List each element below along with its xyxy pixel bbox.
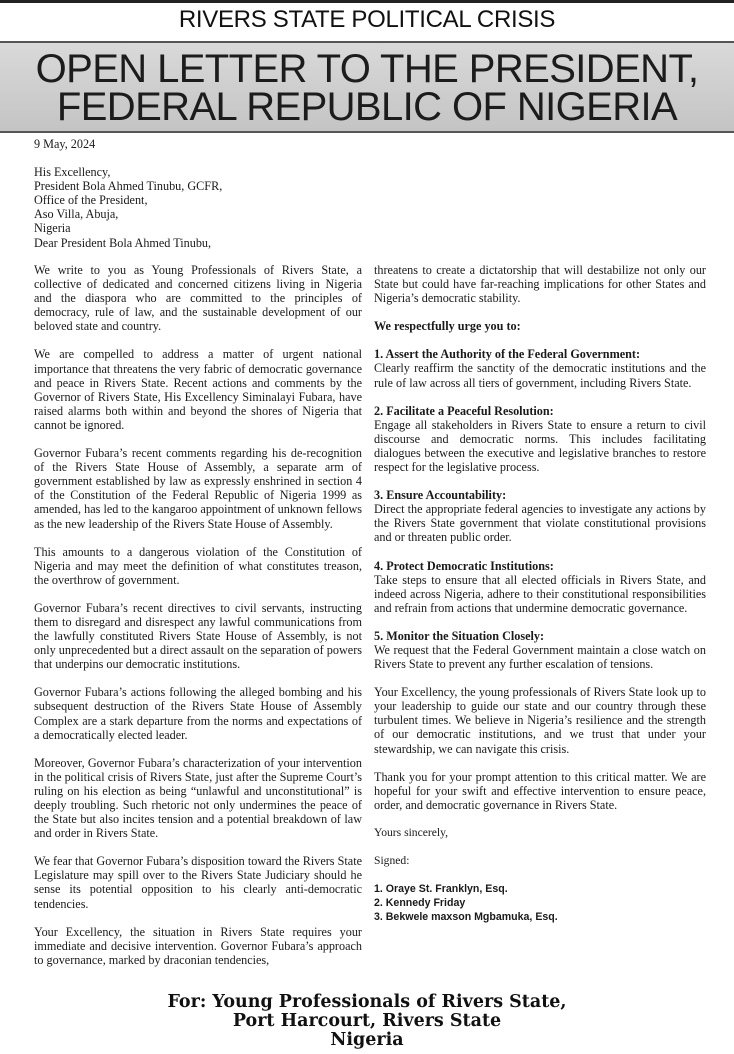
signatory-list xyxy=(374,882,706,924)
signatory: 2. Kennedy Friday xyxy=(374,897,466,910)
signed-label: Signed: xyxy=(374,854,410,867)
request-point-title: 4. Protect Democratic Institutions: xyxy=(374,558,554,573)
paragraph: Moreover, Governor Fubara’s characterization of your intervention in the political crisis of Rivers State, just after the Supreme Court’s ruling on his election as being “unlawful and unconstitutional” is deeply troubling. Such rhetoric not only undermines the peace of the State but also incites tension and a potential breakdown of law and order in Rivers State. xyxy=(34,755,362,841)
paragraph: We write to you as Young Professionals of Rivers State, a collective of dedicated and concerned citizens living in Nigeria and the diaspora who are committed to the principles of democracy, rule of law, and the sustainable development of our beloved state and country. xyxy=(34,263,362,334)
paragraph: Governor Fubara’s recent directives to civil servants, instructing them to disregard and disrespect any lawful communications from the lawfully constituted Rivers State House of Assembly, is not only unprecedented but a direct assault on the separation of powers that underpins our democratic institutions. xyxy=(34,600,362,672)
address-line: Nigeria xyxy=(34,221,71,236)
request-point xyxy=(374,404,706,474)
footer-line: Port Harcourt, Rivers State xyxy=(232,1011,502,1031)
request-point xyxy=(374,347,706,389)
signatory: 3. Bekwele maxson Mgbamuka, Esq. xyxy=(374,911,558,924)
title-banner xyxy=(0,41,734,133)
paragraph: threatens to create a dictatorship that will destabilize not only our State but could have far-reaching implications for other States and Nigeria’s democratic stability. xyxy=(374,263,706,306)
paragraph: We fear that Governor Fubara’s disposition toward the Rivers State Legislature may spill over to the Rivers State Judiciary should he sense its potential opposition to his clearly anti-democratic tendencies. xyxy=(34,854,362,911)
address-line: Aso Villa, Abuja, xyxy=(34,207,119,222)
request-point xyxy=(374,629,706,671)
paragraph: Governor Fubara’s actions following the alleged bombing and his subsequent destruction of the Rivers State House of Assembly Complex are a stark departure from the norms and expectations of a democratically elected leader. xyxy=(34,685,362,742)
top-rule xyxy=(0,0,734,3)
address-line: His Excellency, xyxy=(34,165,111,179)
request-point-body: Take steps to ensure that all elected officials in Rivers State, and indeed across Nigeria, adhere to their constitutional responsibilities and refrain from actions that undermine democratic governance. xyxy=(374,572,706,615)
request-point xyxy=(374,488,706,544)
request-point-title: 1. Assert the Authority of the Federal Government: xyxy=(374,347,641,362)
paragraph: Governor Fubara’s recent comments regarding his de-recognition of the Rivers State House of Assembly, a separate arm of government established by law as expressly enshrined in section 4 of the Constitution of the Federal Republic of Nigeria 1999 as amended, has led to the kangaroo appointment of unknown fellows as the new leadership of the Rivers State House of Assembly. xyxy=(34,446,362,531)
address-line: President Bola Ahmed Tinubu, GCFR, xyxy=(34,179,223,194)
paragraph: Thank you for your prompt attention to this critical matter. We are hopeful for your swift and effective intervention to ensure peace, order, and democratic governance in Rivers State. xyxy=(374,769,706,812)
request-point-body: Direct the appropriate federal agencies to investigate any actions by the Rivers State government that violate constitutional provisions and or threaten public order. xyxy=(374,502,706,545)
footer-line: For: Young Professionals of Rivers State, xyxy=(167,992,567,1012)
paragraph: This amounts to a dangerous violation of the Constitution of Nigeria and may meet the definition of what constitutes treason, the overthrow of government. xyxy=(34,544,362,587)
paragraph: Your Excellency, the young professionals of Rivers State look up to your leadership to guide our state and our country through these turbulent times. We believe in Nigeria’s resilience and the strength of our democratic institutions, and we trust that under your stewardship, we can navigate this crisis. xyxy=(374,685,706,756)
request-point xyxy=(374,559,706,615)
paragraph: We are compelled to address a matter of urgent national importance that threatens the very fabric of democratic governance and peace in Rivers State. Recent actions and comments by the Governor of Rivers State, His Excellency Siminalayi Fubara, have raised alarms both within and beyond the shores of Nigeria that cannot be ignored. xyxy=(34,347,362,432)
letter-date: 9 May, 2024 xyxy=(34,137,96,151)
supertitle: RIVERS STATE POLITICAL CRISIS xyxy=(178,6,556,33)
salutation: Dear President Bola Ahmed Tinubu, xyxy=(34,236,212,250)
request-point-body: We request that the Federal Government maintain a close watch on Rivers State to prevent any further escalation of tensions. xyxy=(374,642,706,672)
signatory: 1. Oraye St. Franklyn, Esq. xyxy=(374,883,508,896)
footer-line: Nigeria xyxy=(330,1030,404,1050)
request-point-title: 5. Monitor the Situation Closely: xyxy=(374,628,545,643)
letter-left-column xyxy=(34,263,362,981)
title-line-1: OPEN LETTER TO THE PRESIDENT, xyxy=(35,47,699,91)
request-point-title: 2. Facilitate a Peaceful Resolution: xyxy=(374,403,554,418)
recipient-address xyxy=(34,165,222,235)
request-point-body: Clearly reaffirm the sanctity of the democratic institutions and the rule of law across all tiers of government, including Rivers State. xyxy=(374,361,706,390)
footer-signature xyxy=(0,993,734,1050)
request-point-title: 3. Ensure Accountability: xyxy=(374,488,507,503)
address-line: Office of the President, xyxy=(34,193,148,208)
paragraph: Your Excellency, the situation in Rivers State requires your immediate and decisive intervention. Governor Fubara’s approach to governance, marked by draconian tendencies, xyxy=(34,924,362,967)
request-point-body: Engage all stakeholders in Rivers State to ensure a return to civil discourse and democratic norms. This includes facilitating dialogues between the executive and legislative branches to restore respect for the legislative process. xyxy=(374,417,706,475)
letter-right-column xyxy=(374,263,706,924)
valediction: Yours sincerely, xyxy=(374,825,449,839)
title-line-2: FEDERAL REPUBLIC OF NIGERIA xyxy=(56,85,678,129)
urge-heading: We respectfully urge you to: xyxy=(374,319,521,334)
